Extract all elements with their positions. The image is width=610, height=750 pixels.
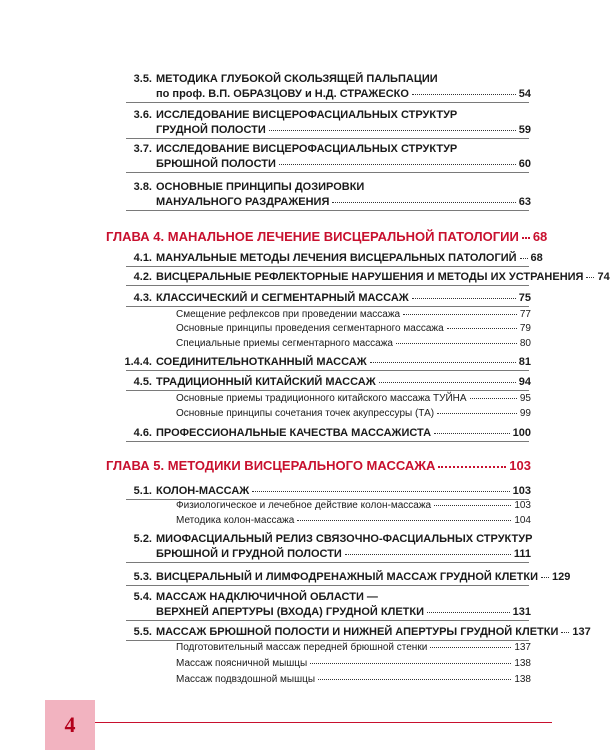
- toc-subentry[interactable]: [176, 514, 531, 528]
- entry-title: ОСНОВНЫЕ ПРИНЦИПЫ ДОЗИРОВКИ: [156, 181, 365, 193]
- toc-entry[interactable]: [156, 484, 531, 498]
- toc-entry[interactable]: [156, 180, 531, 194]
- dot-leader: [332, 201, 515, 203]
- entry-underline: [126, 138, 529, 139]
- entry-page-number: 77: [519, 309, 531, 320]
- entry-title: МАНУАЛЬНЫЕ МЕТОДЫ ЛЕЧЕНИЯ ВИСЦЕРАЛЬНЫХ ПАТОЛОГИЙ: [156, 252, 517, 264]
- entry-underline: [126, 620, 529, 621]
- footer-rule: [95, 722, 552, 723]
- entry-title: ВИСЦЕРАЛЬНЫЕ РЕФЛЕКТОРНЫЕ НАРУШЕНИЯ И МЕТОДЫ ИХ УСТРАНЕНИЯ: [156, 271, 584, 283]
- entry-title: ГЛАВА 5. МЕТОДИКИ ВИСЦЕРАЛЬНОГО МАССАЖА: [106, 458, 436, 473]
- toc-entry[interactable]: [156, 195, 531, 209]
- entry-title: ТРАДИЦИОННЫЙ КИТАЙСКИЙ МАССАЖ: [156, 376, 376, 388]
- entry-page-number: 59: [518, 124, 531, 136]
- dot-leader: [470, 397, 517, 399]
- entry-page-number: 103: [509, 458, 531, 473]
- entry-number: [0, 426, 152, 440]
- entry-number-text: 4.3.: [133, 292, 152, 304]
- entry-number-text: 5.2.: [133, 533, 152, 545]
- entry-title: МАНУАЛЬНОГО РАЗДРАЖЕНИЯ: [156, 196, 330, 208]
- entry-page-number: 80: [519, 338, 531, 349]
- entry-page-number: 100: [512, 427, 531, 439]
- entry-page-number: 95: [519, 393, 531, 404]
- entry-number: [0, 570, 152, 584]
- entry-title: Основные приемы традиционного китайского массажа ТУЙНА: [176, 393, 467, 404]
- toc-entry[interactable]: [156, 532, 531, 546]
- entry-page-number: 103: [512, 485, 531, 497]
- entry-number: [0, 180, 152, 194]
- dot-leader: [561, 631, 569, 633]
- entry-number-text: 4.2.: [133, 271, 152, 283]
- dot-leader: [269, 129, 516, 131]
- toc-entry[interactable]: [156, 570, 571, 584]
- entry-number: [0, 625, 152, 639]
- toc-entry[interactable]: [156, 605, 531, 619]
- entry-number: [0, 484, 152, 498]
- entry-number-text: 3.6.: [133, 109, 152, 121]
- entry-title: Массаж поясничной мышцы: [176, 658, 308, 669]
- toc-entry[interactable]: [156, 426, 531, 440]
- toc-subentry[interactable]: [176, 392, 531, 406]
- entry-page-number: 137: [572, 626, 591, 638]
- entry-number: [0, 291, 152, 305]
- toc-entry[interactable]: [156, 123, 531, 137]
- entry-number: [0, 532, 152, 546]
- entry-title: по проф. В.П. ОБРАЗЦОВУ и Н.Д. СТРАЖЕСКО: [156, 88, 409, 100]
- toc-subentry[interactable]: [176, 308, 531, 322]
- toc-entry[interactable]: [156, 108, 531, 122]
- entry-number-text: 5.5.: [133, 626, 152, 638]
- entry-underline: [126, 585, 529, 586]
- toc-entry[interactable]: [156, 291, 531, 305]
- dot-leader: [279, 163, 516, 165]
- toc-subentry[interactable]: [176, 337, 531, 351]
- entry-title: Основные принципы сочетания точек акупрессуры (ТА): [176, 408, 435, 419]
- toc-entry[interactable]: [156, 355, 531, 369]
- dot-leader: [412, 297, 516, 299]
- toc-entry[interactable]: [156, 72, 531, 86]
- dot-leader: [318, 678, 511, 680]
- entry-underline: [126, 306, 529, 307]
- toc-subentry[interactable]: [176, 641, 531, 655]
- dot-leader: [345, 553, 511, 555]
- entry-number: [0, 72, 152, 86]
- toc-entry[interactable]: [156, 251, 543, 265]
- entry-title: МАССАЖ БРЮШНОЙ ПОЛОСТИ И НИЖНЕЙ АПЕРТУРЫ ГРУДНОЙ КЛЕТКИ: [156, 626, 559, 638]
- entry-title: Физиологическое и лечебное действие колон-массажа: [176, 500, 432, 511]
- entry-number: [0, 270, 152, 284]
- entry-page-number: 60: [518, 158, 531, 170]
- entry-title: МАССАЖ НАДКЛЮЧИЧНОЙ ОБЛАСТИ —: [156, 591, 378, 603]
- entry-page-number: 103: [514, 500, 531, 511]
- entry-number-text: 4.6.: [133, 427, 152, 439]
- entry-title: ГЛАВА 4. МАНАЛЬНОЕ ЛЕЧЕНИЕ ВИСЦЕРАЛЬНОЙ ПАТОЛОГИИ: [106, 229, 519, 244]
- dot-leader: [437, 412, 517, 414]
- entry-number: [0, 355, 152, 369]
- toc-subentry[interactable]: [176, 499, 531, 513]
- toc-subentry[interactable]: [176, 673, 531, 687]
- entry-title: ВЕРХНЕЙ АПЕРТУРЫ (ВХОДА) ГРУДНОЙ КЛЕТКИ: [156, 606, 425, 618]
- entry-page-number: 54: [518, 88, 531, 100]
- toc-entry[interactable]: [156, 87, 531, 101]
- toc-entry[interactable]: [156, 157, 531, 171]
- entry-title: ВИСЦЕРАЛЬНЫЙ И ЛИМФОДРЕНАЖНЫЙ МАССАЖ ГРУДНОЙ КЛЕТКИ: [156, 571, 538, 583]
- entry-page-number: 68: [530, 252, 543, 264]
- entry-title: Массаж подвздошной мышцы: [176, 674, 316, 685]
- entry-page-number: 63: [518, 196, 531, 208]
- dot-leader: [520, 257, 528, 259]
- entry-title: Подготовительный массаж передней брюшной стенки: [176, 642, 428, 653]
- entry-title: МИОФАСЦИАЛЬНЫЙ РЕЛИЗ СВЯЗОЧНО-ФАСЦИАЛЬНЫХ СТРУКТУР: [156, 533, 533, 545]
- entry-page-number: 94: [518, 376, 531, 388]
- entry-underline: [126, 172, 529, 173]
- entry-number-text: 1.4.4.: [124, 356, 152, 368]
- entry-title: ГРУДНОЙ ПОЛОСТИ: [156, 124, 266, 136]
- entry-title: Специальные приемы сегментарного массажа: [176, 338, 393, 349]
- entry-number: [0, 590, 152, 604]
- dot-leader: [396, 342, 517, 344]
- entry-number: [0, 108, 152, 122]
- entry-number-text: 3.5.: [133, 73, 152, 85]
- dot-leader: [438, 465, 506, 468]
- entry-title: БРЮШНОЙ ПОЛОСТИ: [156, 158, 276, 170]
- entry-title: СОЕДИНИТЕЛЬНОТКАННЫЙ МАССАЖ: [156, 356, 367, 368]
- entry-page-number: 79: [519, 323, 531, 334]
- entry-number-text: 5.1.: [133, 485, 152, 497]
- entry-number: [0, 375, 152, 389]
- entry-number-text: 4.1.: [133, 252, 152, 264]
- entry-number-text: 3.8.: [133, 181, 152, 193]
- toc-entry[interactable]: [156, 590, 531, 604]
- dot-leader: [370, 361, 516, 363]
- entry-page-number: 81: [518, 356, 531, 368]
- entry-title: Смещение рефлексов при проведении массажа: [176, 309, 401, 320]
- entry-page-number: 137: [514, 642, 531, 653]
- dot-leader: [310, 662, 511, 664]
- entry-underline: [126, 562, 529, 563]
- entry-number-text: 5.3.: [133, 571, 152, 583]
- entry-title: ПРОФЕССИОНАЛЬНЫЕ КАЧЕСТВА МАССАЖИСТА: [156, 427, 432, 439]
- entry-page-number: 111: [513, 548, 531, 560]
- entry-page-number: 138: [514, 674, 531, 685]
- toc-subentry[interactable]: [176, 407, 531, 421]
- toc-entry[interactable]: [156, 547, 531, 561]
- toc-entry[interactable]: [156, 375, 531, 389]
- page-number: 4: [64, 712, 76, 737]
- entry-number: [0, 251, 152, 265]
- dot-leader: [430, 646, 511, 648]
- entry-number-text: 5.4.: [133, 591, 152, 603]
- entry-title: Методика колон-массажа: [176, 515, 295, 526]
- dot-leader: [541, 576, 549, 578]
- dot-leader: [434, 504, 511, 506]
- entry-underline: [126, 370, 529, 371]
- entry-page-number: 131: [512, 606, 531, 618]
- entry-underline: [126, 441, 529, 442]
- chapter-heading[interactable]: [106, 229, 548, 245]
- toc-entry[interactable]: [156, 142, 531, 156]
- toc-entry[interactable]: [156, 625, 591, 639]
- toc-entry[interactable]: [156, 270, 610, 284]
- entry-number-text: 4.5.: [133, 376, 152, 388]
- chapter-heading[interactable]: [106, 458, 531, 474]
- dot-leader: [586, 276, 594, 278]
- dot-leader: [403, 313, 517, 315]
- dot-leader: [252, 490, 509, 492]
- entry-title: БРЮШНОЙ И ГРУДНОЙ ПОЛОСТИ: [156, 548, 342, 560]
- entry-title: ИССЛЕДОВАНИЕ ВИСЦЕРОФАСЦИАЛЬНЫХ СТРУКТУР: [156, 143, 458, 155]
- entry-page-number: 129: [552, 571, 571, 583]
- entry-number-text: 3.7.: [133, 143, 152, 155]
- dot-leader: [447, 327, 517, 329]
- toc-subentry[interactable]: [176, 657, 531, 671]
- entry-underline: [126, 210, 529, 211]
- entry-title: Основные принципы проведения сегментарного массажа: [176, 323, 444, 334]
- entry-page-number: 75: [518, 292, 531, 304]
- dot-leader: [379, 381, 516, 383]
- entry-page-number: 104: [514, 515, 531, 526]
- dot-leader: [522, 236, 530, 239]
- entry-title: ИССЛЕДОВАНИЕ ВИСЦЕРОФАСЦИАЛЬНЫХ СТРУКТУР: [156, 109, 458, 121]
- entry-page-number: 68: [532, 229, 548, 244]
- entry-underline: [126, 390, 529, 391]
- entry-underline: [126, 102, 529, 103]
- dot-leader: [427, 611, 510, 613]
- entry-page-number: 138: [514, 658, 531, 669]
- entry-title: КЛАССИЧЕСКИЙ И СЕГМЕНТАРНЫЙ МАССАЖ: [156, 292, 409, 304]
- dot-leader: [412, 93, 516, 95]
- entry-underline: [126, 285, 529, 286]
- entry-underline: [126, 266, 529, 267]
- dot-leader: [434, 432, 510, 434]
- entry-page-number: 74: [597, 271, 610, 283]
- dot-leader: [297, 519, 511, 521]
- entry-title: МЕТОДИКА ГЛУБОКОЙ СКОЛЬЗЯЩЕЙ ПАЛЬПАЦИИ: [156, 73, 438, 85]
- toc-subentry[interactable]: [176, 322, 531, 336]
- entry-title: КОЛОН-МАССАЖ: [156, 485, 250, 497]
- entry-page-number: 99: [519, 408, 531, 419]
- entry-number: [0, 142, 152, 156]
